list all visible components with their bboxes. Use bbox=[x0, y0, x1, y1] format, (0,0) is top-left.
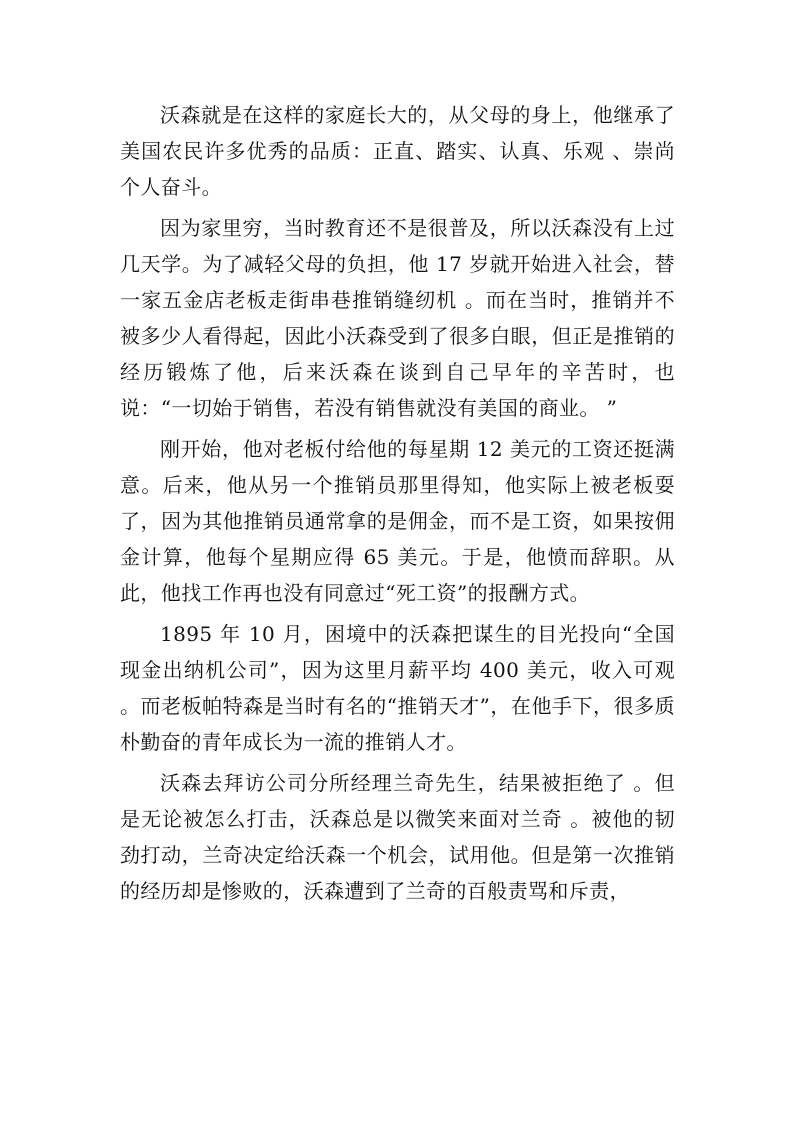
paragraph-4: 1895 年 10 月，困境中的沃森把谋生的目光投向“全国现金出纳机公司”，因为这里月薪平均 400 美元，收入可观 。而老板帕特森是当时有名的“推销天才”，在他手下，很多质朴勤奋的青年成长为一流的推销人才。 bbox=[120, 622, 675, 754]
paragraph-5: 沃森去拜访公司分所经理兰奇先生，结果被拒绝了 。但是无论被怎么打击，沃森总是以微笑来面对兰奇 。被他的韧劲打动，兰奇决定给沃森一个机会，试用他。但是第一次推销的经历却是惨败的，沃森遭到了兰奇的百般责骂和斥责， bbox=[120, 771, 675, 903]
body-text bbox=[120, 97, 675, 914]
paragraph-2: 因为家里穷，当时教育还不是很普及，所以沃森没有上过几天学。为了减轻父母的负担，他 17 岁就开始进入社会，替一家五金店老板走街串巷推销缝纫机 。而在当时，推销并不被多少人看得起，因此小沃森受到了很多白眼，但正是推销的经历锻炼了他，后来沃森在谈到自己早年的辛苦时，也说：“一切始于销售，若没有销售就没有美国的商业。 ” bbox=[120, 216, 675, 420]
paragraph-1: 沃森就是在这样的家庭长大的，从父母的身上，他继承了美国农民许多优秀的品质：正直、踏实、认真、乐观 、崇尚个人奋斗。 bbox=[120, 103, 675, 199]
paragraph-3: 刚开始，他对老板付给他的每星期 12 美元的工资还挺满意。后来，他从另一个推销员那里得知，他实际上被老板耍了，因为其他推销员通常拿的是佣金，而不是工资，如果按佣金计算，他每个星期应得 65 美元。于是，他愤而辞职。从此，他找工作再也没有同意过“死工资”的报酬方式。 bbox=[120, 437, 675, 605]
